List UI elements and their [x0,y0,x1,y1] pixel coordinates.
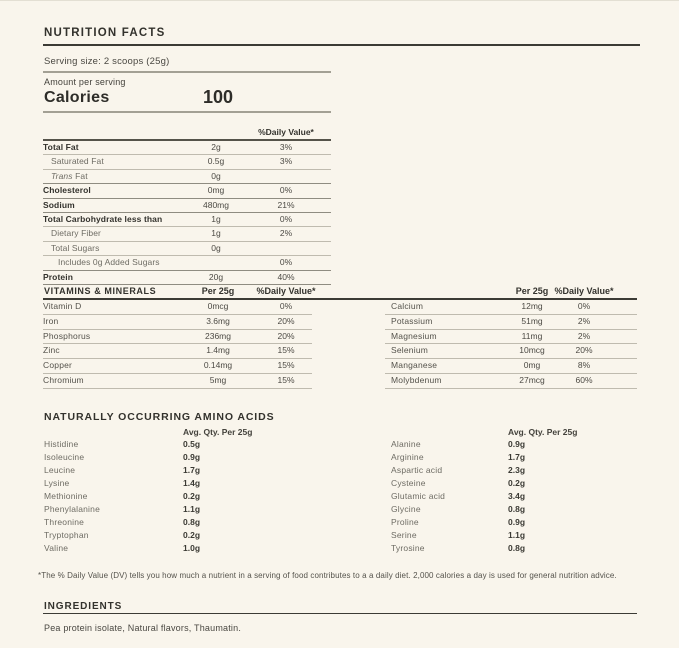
vitamin-dv: 15% [277,360,295,371]
vitamin-label: Magnesium [391,330,437,341]
amino-value: 1.7g [183,465,201,475]
amino-label: Isoleucine [44,452,85,462]
amino-row [391,438,637,451]
nutrient-dv: 21% [277,199,295,210]
vitamin-amount: 0.14mg [203,360,233,371]
amino-label: Glycine [391,504,421,514]
amino-row [391,464,637,477]
vitamin-dv: 2% [577,315,591,326]
table-row [43,183,331,197]
vitamin-dv: 0% [577,301,591,311]
amino-col-header-right: Avg. Qty. Per 25g [508,427,578,437]
amino-label: Aspartic acid [391,465,443,475]
vitamin-dv: 60% [575,374,593,385]
calories-label: Calories [44,89,110,106]
vitamin-amount: 1.4mg [206,345,230,356]
ingredients-title: INGREDIENTS [44,601,123,612]
vitamin-amount: 5mg [209,374,227,385]
nutrient-label: Cholesterol [43,185,91,196]
nutrient-amount: 0.5g [207,156,225,167]
serving-divider [43,71,331,73]
table-row [43,169,331,183]
amino-value: 0.2g [508,478,526,488]
nutrient-dv: 0% [279,257,293,268]
amino-row [391,516,637,529]
vitamin-amount: 0mg [523,360,541,371]
vitamin-amount: 3.6mg [206,315,230,326]
nutrient-dv: 2% [279,228,293,239]
table-row [43,212,331,226]
vitamin-row [43,300,312,315]
amino-row [44,451,314,464]
vitamin-row [385,300,637,315]
calories-divider [43,111,331,113]
amino-col-header-left: Avg. Qty. Per 25g [183,427,253,437]
daily-value-header: %Daily Value* [258,127,314,137]
amino-row [391,477,637,490]
vitamin-row [43,359,312,374]
vitamin-dv: 20% [575,345,593,356]
title-divider [43,44,640,46]
table-row [43,154,331,168]
vitamin-dv: 2% [577,330,591,341]
vitamin-label: Copper [43,360,73,371]
table-row [43,139,331,154]
nutrient-label: Dietary Fiber [51,228,101,239]
vitamins-header-row [43,285,637,298]
nutrient-label: Total Sugars [51,242,100,253]
amino-value: 1.1g [508,530,526,540]
vitamin-dv: 20% [277,330,295,341]
vitamin-row [43,330,312,345]
amino-row [391,490,637,503]
table-row [43,226,331,240]
amino-label: Phenylalanine [44,504,101,514]
nutrient-amount: 0g [211,242,221,253]
amino-list-right [391,438,637,555]
vitamin-amount: 10mcg [519,345,545,356]
nutrient-label: Trans Fat [51,170,88,181]
nutrient-amount: 2g [211,142,221,152]
vitamin-label: Vitamin D [43,301,82,311]
table-row [43,255,331,269]
nutrient-amount: 0mg [207,185,225,196]
vitamin-amount: 12mg [521,301,543,311]
amino-label: Valine [44,543,69,553]
nutrient-label: Saturated Fat [51,156,104,167]
vitamin-amount: 11mg [521,330,543,341]
table-row [43,198,331,212]
nutrient-dv: 0% [279,213,293,224]
nutrient-dv: 40% [277,271,295,282]
amino-label: Glutamic acid [391,491,446,501]
nutrient-label: Includes 0g Added Sugars [58,257,160,268]
amino-row [44,516,314,529]
vitamins-table-right [385,300,637,389]
nutrient-amount: 1g [211,228,221,239]
amino-label: Lysine [44,478,70,488]
vitamin-dv: 8% [577,360,591,371]
amino-value: 0.2g [183,530,201,540]
nutrient-label: Sodium [43,199,75,210]
amount-per-serving-label: Amount per serving [44,77,126,87]
vitamin-row [43,315,312,330]
vitamin-row [385,359,637,374]
nutrient-label: Total Fat [43,142,79,152]
amino-row [44,464,314,477]
vitamin-label: Potassium [391,315,433,326]
amino-value: 0.9g [508,517,526,527]
vitamin-dv: 15% [277,345,295,356]
amino-row [44,490,314,503]
amino-label: Methionine [44,491,88,501]
amino-label: Serine [391,530,417,540]
ingredients-text: Pea protein isolate, Natural flavors, Thaumatin. [44,623,242,633]
vitamin-amount: 27mcg [519,374,545,385]
amino-value: 0.2g [183,491,201,501]
vitamin-amount: 51mg [521,315,543,326]
amino-row [391,503,637,516]
vitamin-label: Molybdenum [391,374,442,385]
amino-value: 0.8g [508,504,526,514]
vitamins-table-left [43,300,312,389]
vitamins-col-amount-right: Per 25g [515,286,549,296]
daily-value-footnote: *The % Daily Value (DV) tells you how much a nutrient in a serving of food contributes to a a daily diet. 2,000 calories a day is used for general nutrition advice. [38,571,617,580]
vitamin-label: Chromium [43,374,84,385]
vitamin-row [385,374,637,389]
nutrient-amount: 20g [208,271,224,282]
amino-row [391,451,637,464]
amino-row [391,529,637,542]
vitamins-col-dv-left: %Daily Value* [256,286,316,296]
serving-size: Serving size: 2 scoops (25g) [44,56,170,67]
vitamin-label: Iron [43,315,59,326]
amino-row [391,542,637,555]
amino-section-title: NATURALLY OCCURRING AMINO ACIDS [44,411,275,423]
vitamin-amount: 236mg [205,330,231,341]
vitamin-dv: 20% [277,315,295,326]
amino-row [44,529,314,542]
nutrient-amount: 1g [211,213,221,224]
nutrient-amount: 0g [211,170,221,181]
page-title: NUTRITION FACTS [44,27,166,39]
vitamin-row [385,344,637,359]
nutrient-label: Total Carbohydrate less than [43,213,163,224]
table-row [43,270,331,285]
nutrient-label: Protein [43,271,73,282]
amino-value: 2.3g [508,465,526,475]
amino-value: 3.4g [508,491,526,501]
calories-value: 100 [203,87,234,107]
amino-value: 1.7g [508,452,526,462]
amino-row [44,477,314,490]
vitamin-label: Selenium [391,345,429,356]
nutrient-dv: 0% [279,185,293,196]
vitamins-col-dv-right: %Daily Value* [554,286,614,296]
amino-label: Tryptophan [44,530,89,540]
amino-row [44,542,314,555]
amino-label: Threonine [44,517,85,527]
amino-value: 0.8g [508,543,526,553]
amino-label: Arginine [391,452,424,462]
amino-label: Tyrosine [391,543,425,553]
amino-value: 0.9g [508,439,526,449]
vitamin-row [385,330,637,345]
amino-label: Histidine [44,439,79,449]
vitamin-dv: 15% [277,374,295,385]
vitamin-row [43,344,312,359]
amino-value: 1.1g [183,504,201,514]
vitamin-label: Phosphorus [43,330,91,341]
amino-value: 0.9g [183,452,201,462]
amino-label: Leucine [44,465,76,475]
vitamin-amount: 0mcg [207,301,229,311]
vitamins-section-title: VITAMINS & MINERALS [44,286,157,296]
vitamins-col-amount-left: Per 25g [201,286,235,296]
main-nutrient-table [43,139,331,285]
amino-value: 0.5g [183,439,201,449]
vitamin-label: Manganese [391,360,438,371]
daily-value-header-row [43,127,331,139]
amino-label: Cysteine [391,478,426,488]
vitamin-dv: 0% [279,301,293,311]
vitamin-label: Zinc [43,345,60,356]
amino-label: Proline [391,517,419,527]
amino-value: 1.4g [183,478,201,488]
amino-value: 1.0g [183,543,201,553]
nutrient-amount: 480mg [203,199,229,210]
amino-list-left [44,438,314,555]
ingredients-divider [43,613,637,614]
nutrient-dv: 3% [279,142,293,152]
vitamin-row [385,315,637,330]
amino-row [44,503,314,516]
vitamin-label: Calcium [391,301,424,311]
nutrient-dv: 3% [279,156,293,167]
amino-row [44,438,314,451]
vitamin-row [43,374,312,389]
amino-label: Alanine [391,439,421,449]
table-row [43,241,331,255]
amino-value: 0.8g [183,517,201,527]
